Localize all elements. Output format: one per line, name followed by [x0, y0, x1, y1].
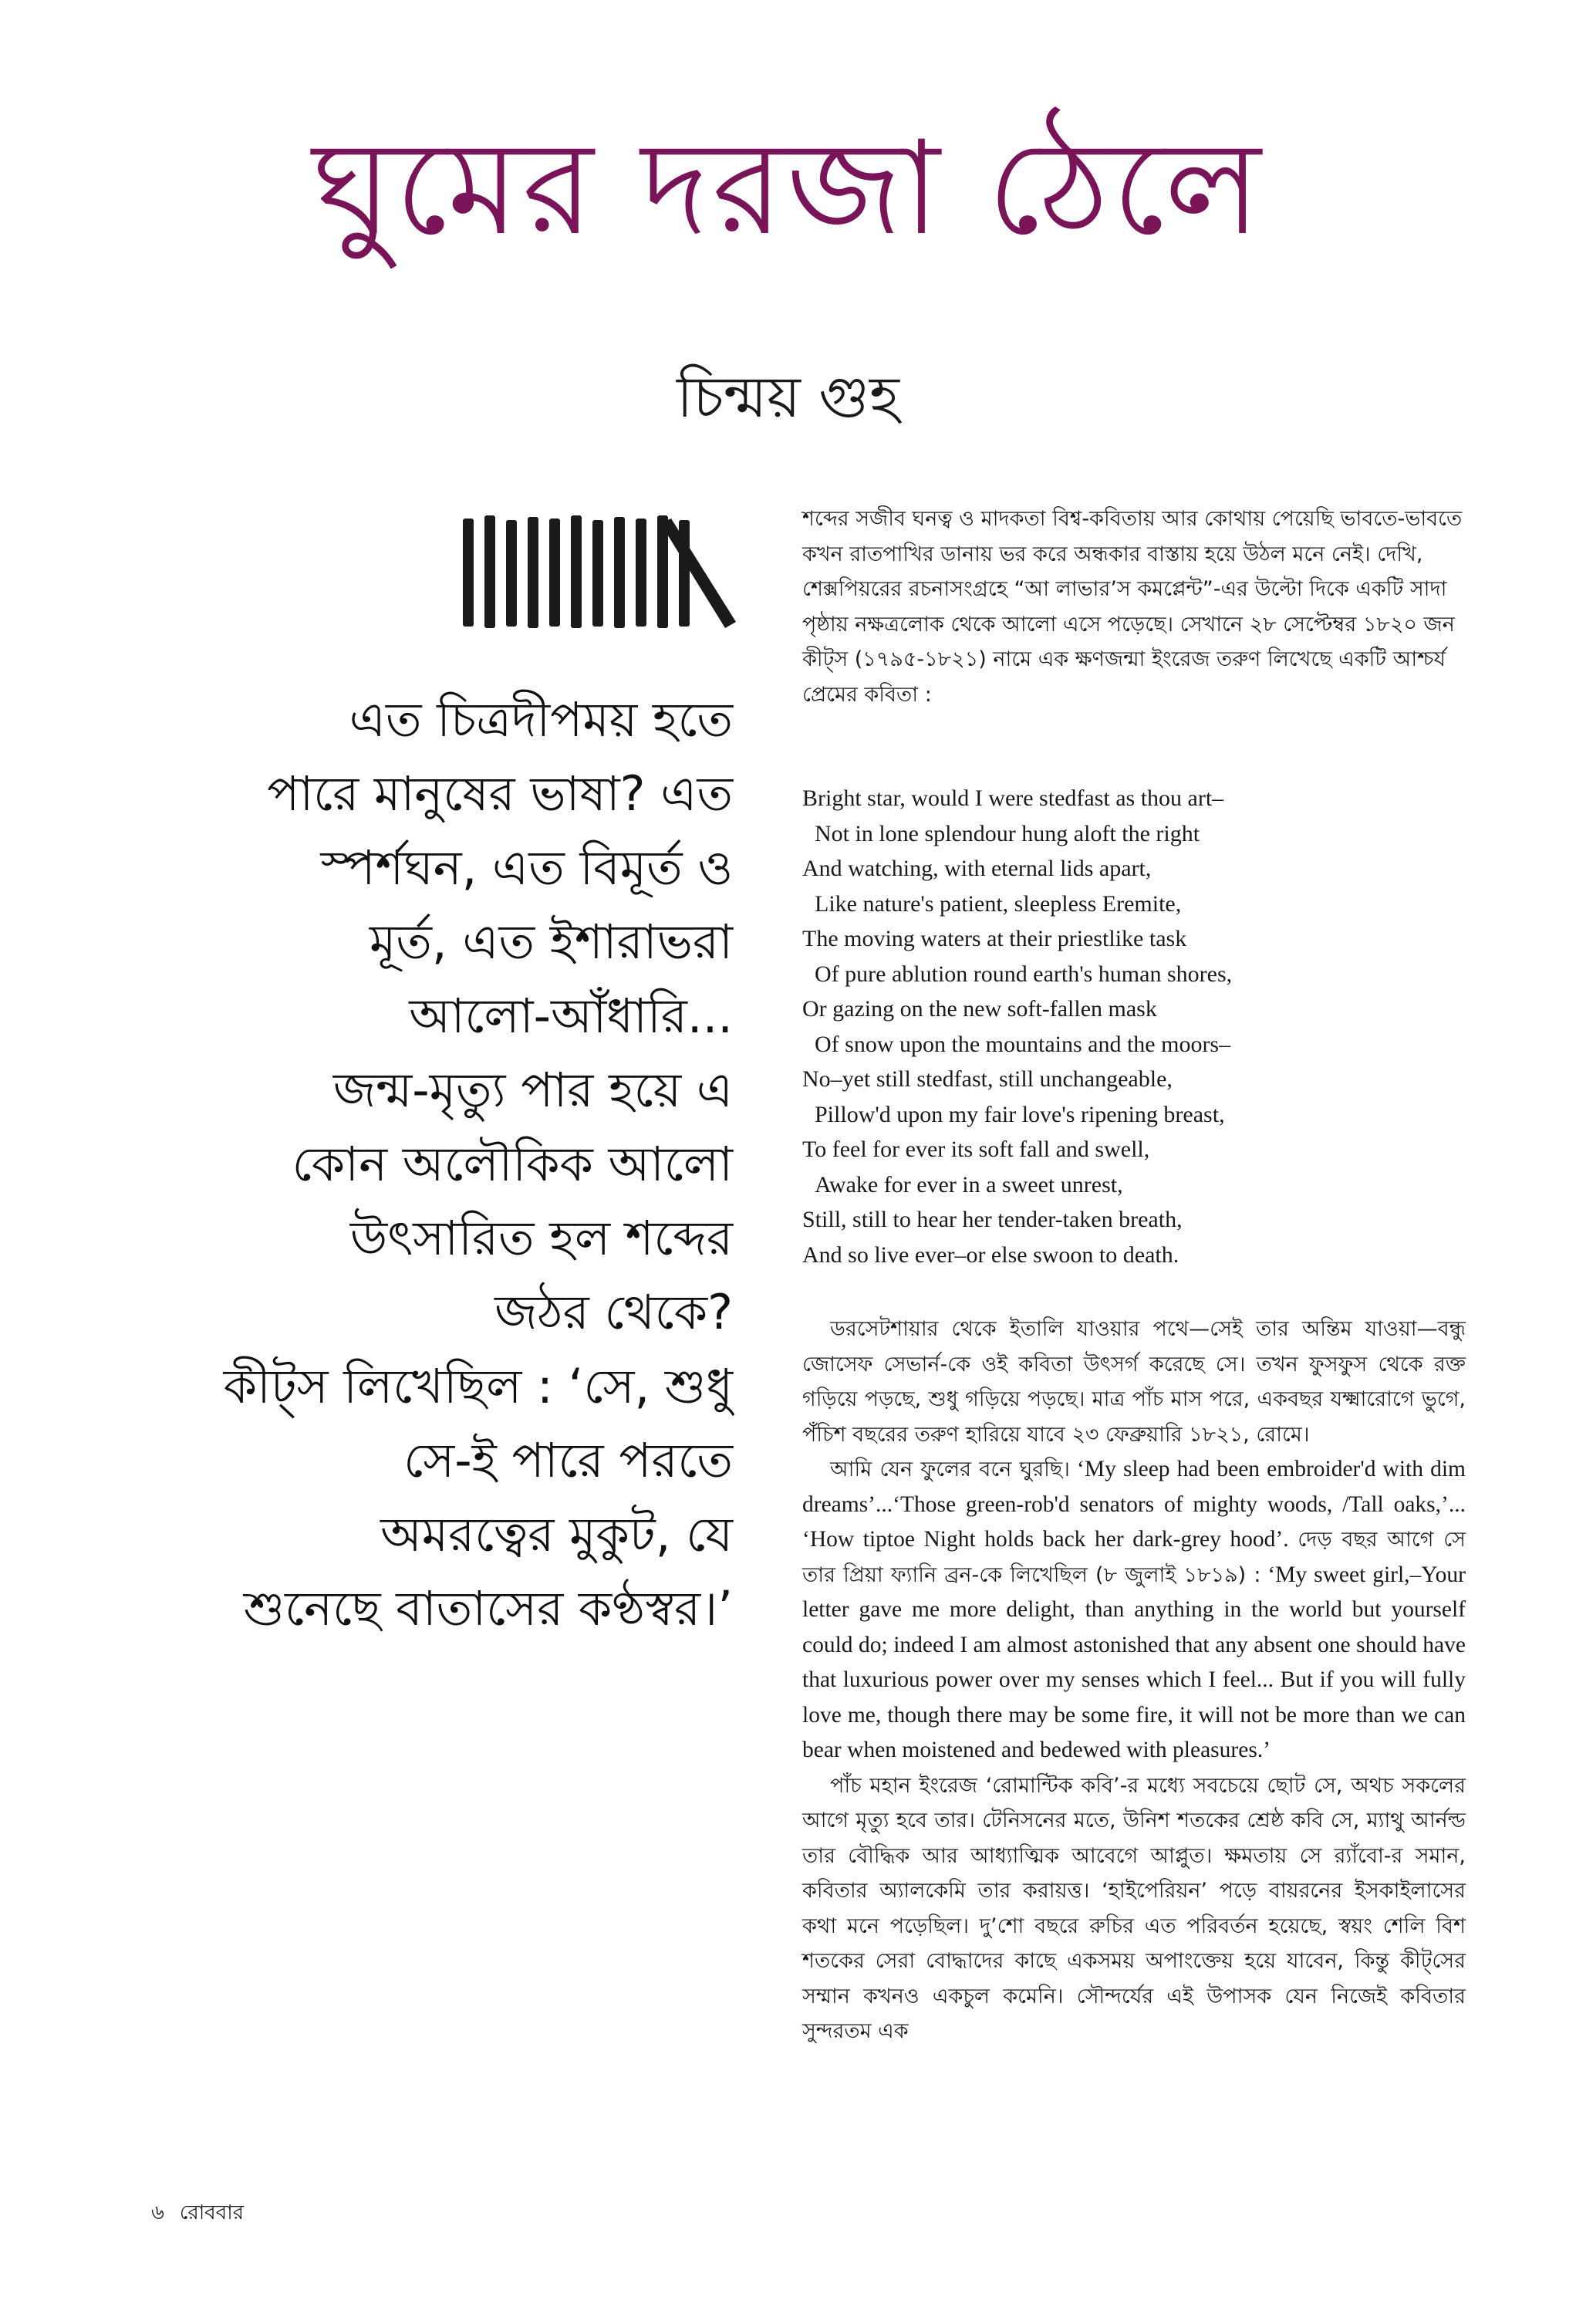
pull-quote-line: পারে মানুষের ভাষা? এত [267, 765, 733, 822]
paragraph-segment: আমি যেন ফুলের বনে ঘুরছি। [830, 1458, 1070, 1481]
pull-quote-line: আলো-আঁধারি... [409, 988, 733, 1044]
page-footer [151, 2197, 244, 2231]
intro-paragraph: শব্দের সজীব ঘনত্ব ও মাদকতা বিশ্ব-কবিতায় আর কোথায় পেয়েছি ভাবতে-ভাবতে কখন রাতপাখির ডানায় ভর করে অন্ধকার বাস্তায় হয়ে উঠল মনে নেই। দেখি, শেক্সপিয়রের রচনাসংগ্রহে “আ লাভার’স কমপ্লেন্ট”-এর উল্টো দিকে একটি সাদা পৃষ্ঠায় নক্ষত্রলোক থেকে আলো এসে পড়েছে। সেখানে ২৮ সেপ্টেম্বর ১৮২০ জন কীট্‌স (১৭৯৫-১৮২১) নামে এক ক্ষণজন্মা ইংরেজ তরুণ লিখেছে একটি আশ্চর্য প্রেমের কবিতা : [802, 507, 1463, 707]
pull-quote-line: এত চিত্রদীপময় হতে [349, 691, 733, 748]
pull-quote-line: স্পর্শঘন, এত বিমূর্ত ও [320, 839, 733, 896]
poem-line: Of snow upon the mountains and the moors– [815, 1031, 1231, 1057]
paragraph-segment: ‘My sweet girl,–Your letter gave me more delight, than anything in the world but yourself could do; indeed I am almost astonished that any absent one should have that luxurious power over my senses which I feel... But if you will fully love me, though there may be some fire, it will not be more than we can bear when moistened and bedewed with pleasures.’ [802, 1562, 1466, 1762]
poem-line: No–yet still stedfast, still unchangeable, [802, 1066, 1173, 1092]
poem-line: Still, still to hear her tender-taken breath, [802, 1207, 1183, 1232]
poem-line: And so live ever–or else swoon to death. [802, 1241, 1179, 1268]
tally-marks-icon [461, 515, 739, 630]
pull-quote-line: জঠর থেকে? [494, 1284, 733, 1340]
pull-quote-line: কীট্‌স লিখেছিল : ‘সে, শুধু [223, 1358, 733, 1414]
poem-line: Not in lone splendour hung aloft the right [815, 820, 1200, 846]
author-name: চিন্ময় গুহ [677, 364, 899, 431]
poem-line: Awake for ever in a sweet unrest, [815, 1171, 1123, 1197]
poem-line: Or gazing on the new soft-fallen mask [802, 996, 1157, 1022]
pull-quote-line: জন্ম-মৃত্যু পার হয়ে এ [332, 1062, 733, 1118]
poem-line: Bright star, would I were stedfast as thou art– [802, 785, 1224, 811]
pull-quote-line: মূর্ত, এত ইশারাভরা [369, 914, 733, 970]
poem-line: The moving waters at their priestlike task [802, 926, 1187, 951]
body-paragraph: ডরসেটশায়ার থেকে ইতালি যাওয়ার পথে—সেই তার অন্তিম যাওয়া—বন্ধু জোসেফ সেভার্ন-কে ওই কবিতা উৎসর্গ করেছে সে। তখন ফুসফুস থেকে রক্ত গড়িয়ে পড়ছে, শুধু গড়িয়ে পড়ছে। মাত্র পাঁচ মাস পরে, একবছর যক্ষ্মারোগে ভুগে, পঁচিশ বছরের তরুণ হারিয়ে যাবে ২৩ ফেব্রুয়ারি ১৮২১, রোমে। [802, 1317, 1466, 1447]
paragraph-segment: ‘My sleep had been embroider'd with dim dreams’...‘Those green-rob'd senators of mighty woods, /Tall oaks,’... ‘How tiptoe Night holds back her dark-grey hood’. [802, 1457, 1466, 1552]
poem-line: Like nature's patient, sleepless Eremite, [815, 890, 1182, 917]
poem-line: To feel for ever its soft fall and swell, [802, 1137, 1150, 1162]
pull-quote-line: অমরত্বের মুকুট, যে [380, 1506, 733, 1562]
article-body [802, 1312, 1466, 2049]
page-number: ৬ [151, 2201, 164, 2224]
poem-line: Pillow'd upon my fair love's ripening breast, [815, 1101, 1225, 1127]
poem-line: And watching, with eternal lids apart, [802, 856, 1152, 881]
quoted-poem [802, 781, 1466, 1272]
poem-line: Of pure ablution round earth's human shores, [815, 961, 1233, 987]
pull-quote [116, 683, 733, 1646]
pull-quote-line: সে-ই পারে পরতে [403, 1432, 733, 1488]
article-intro [802, 502, 1466, 712]
paragraph-segment: দেড় বছর আগে সে তার প্রিয়া ফ্যানি ব্রন-কে লিখেছিল (৮ জুলাই ১৮১৯) : [802, 1528, 1466, 1587]
pull-quote-line: উৎসারিত হল শব্দের [349, 1210, 733, 1266]
magazine-name: রোববার [179, 2201, 245, 2224]
pull-quote-line: কোন অলৌকিক আলো [292, 1136, 733, 1192]
body-paragraph: পাঁচ মহান ইংরেজ ‘রোমান্টিক কবি’-র মধ্যে সবচেয়ে ছোট সে, অথচ সকলের আগে মৃত্যু হবে তার। টেনিসনের মতে, উনিশ শতকের শ্রেষ্ঠ কবি সে, ম্যাথু আর্নল্ড তার বৌদ্ধিক আর আধ্যাত্মিক আবেগে আপ্লুত। ক্ষমতায় সে র‍্যাঁবো-র সমান, কবিতার অ্যালকেমি তার করায়ত্ত। ‘হাইপেরিয়ন’ পড়ে বায়রনের ইসকাইলাসের কথা মনে পড়েছিল। দু’শো বছরে রুচির এত পরিবর্তন হয়েছে, স্বয়ং শেলি বিশ শতকের সেরা বোদ্ধাদের কাছে একসময় অপাংক্তেয় হয়ে যাবেন, কিন্তু কীট্‌সের সম্মান কখনও একচুল কমেনি। সৌন্দর্যের এই উপাসক যেন নিজেই কবিতার সুন্দরতম এক [802, 1773, 1466, 2043]
body-paragraph [802, 1452, 1466, 1768]
pull-quote-line: শুনেছে বাতাসের কণ্ঠস্বর।’ [243, 1580, 733, 1637]
article-title: ঘুমের দরজা ঠেলে [312, 113, 1264, 264]
